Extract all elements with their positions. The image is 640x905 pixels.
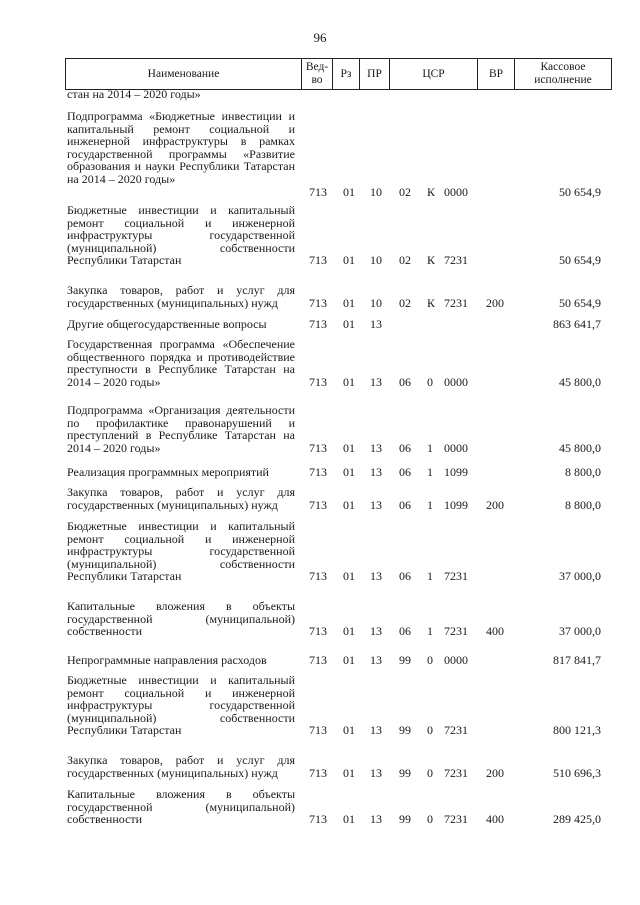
cell-c3: 7231 xyxy=(444,624,468,638)
cell-pr: 10 xyxy=(370,253,382,267)
cell-rz: 01 xyxy=(343,253,355,267)
table-header xyxy=(65,58,612,90)
cell-sum: 45 800,0 xyxy=(559,441,601,455)
cell-sum: 817 841,7 xyxy=(553,653,601,667)
cell-sum: 863 641,7 xyxy=(553,317,601,331)
cell-sum: 50 654,9 xyxy=(559,296,601,310)
cell-c2: К xyxy=(427,253,436,267)
cell-ved: 713 xyxy=(309,317,327,331)
cell-rz: 01 xyxy=(343,317,355,331)
cell-rz: 01 xyxy=(343,441,355,455)
cell-c2: 0 xyxy=(427,812,433,826)
cell-c2: 0 xyxy=(427,723,433,737)
cell-c3: 0000 xyxy=(444,185,468,199)
row-name: стан на 2014 – 2020 годы» xyxy=(67,87,201,101)
cell-rz: 01 xyxy=(343,296,355,310)
cell-pr: 13 xyxy=(370,653,382,667)
cell-ved: 713 xyxy=(309,569,327,583)
header-pr: ПР xyxy=(360,59,390,89)
cell-c3: 7231 xyxy=(444,296,468,310)
cell-c2: 1 xyxy=(427,465,433,479)
cell-rz: 01 xyxy=(343,375,355,389)
cell-c3: 7231 xyxy=(444,253,468,267)
row-name: Подпрограмма «Организация деятельности по профилактике правонарушений и преступлений в Республике Татарстан на 2014 – 2020 годы» xyxy=(67,403,295,455)
header-ved-line2: во xyxy=(311,74,323,86)
cell-ved: 713 xyxy=(309,498,327,512)
row-name: Закупка товаров, работ и услуг для государственных (муниципальных) нужд xyxy=(67,485,295,512)
cell-rz: 01 xyxy=(343,812,355,826)
cell-pr: 10 xyxy=(370,296,382,310)
cell-pr: 13 xyxy=(370,465,382,479)
cell-c2: К xyxy=(427,296,436,310)
header-ved xyxy=(302,59,333,89)
cell-c3: 7231 xyxy=(444,723,468,737)
cell-c3: 0000 xyxy=(444,441,468,455)
header-name: Наименование xyxy=(66,59,302,89)
row-name: Капитальные вложения в объекты государственной (муниципальной) собственности xyxy=(67,787,295,827)
cell-c2: 0 xyxy=(427,766,433,780)
cell-vr: 200 xyxy=(486,766,504,780)
cell-rz: 01 xyxy=(343,465,355,479)
cell-rz: 01 xyxy=(343,624,355,638)
cell-ved: 713 xyxy=(309,723,327,737)
cell-rz: 01 xyxy=(343,185,355,199)
cell-sum: 45 800,0 xyxy=(559,375,601,389)
cell-pr: 13 xyxy=(370,498,382,512)
cell-c1: 06 xyxy=(399,624,411,638)
cell-ved: 713 xyxy=(309,766,327,780)
cell-ved: 713 xyxy=(309,296,327,310)
row-name: Бюджетные инвестиции и капитальный ремонт социальной и инженерной инфраструктуры государственной (муниципальной) собственности Республики Татарстан xyxy=(67,519,295,584)
row-name: Закупка товаров, работ и услуг для государственных (муниципальных) нужд xyxy=(67,753,295,780)
cell-sum: 289 425,0 xyxy=(553,812,601,826)
cell-pr: 13 xyxy=(370,812,382,826)
cell-c3: 1099 xyxy=(444,498,468,512)
cell-c2: 0 xyxy=(427,653,433,667)
header-rz: Рз xyxy=(333,59,360,89)
cell-c3: 7231 xyxy=(444,812,468,826)
cell-sum: 510 696,3 xyxy=(553,766,601,780)
cell-c3: 7231 xyxy=(444,766,468,780)
page-number: 96 xyxy=(313,30,327,45)
cell-sum: 50 654,9 xyxy=(559,185,601,199)
cell-c3: 1099 xyxy=(444,465,468,479)
cell-c1: 99 xyxy=(399,653,411,667)
row-name: Государственная программа «Обеспечение общественного порядка и противодействие преступности в Республике Татарстан на 2014 – 2020 годы» xyxy=(67,337,295,389)
cell-c2: К xyxy=(427,185,436,199)
cell-pr: 13 xyxy=(370,317,382,331)
cell-c1: 02 xyxy=(399,253,411,267)
cell-c1: 02 xyxy=(399,185,411,199)
cell-vr: 400 xyxy=(486,812,504,826)
cell-vr: 200 xyxy=(486,296,504,310)
cell-sum: 8 800,0 xyxy=(565,465,601,479)
cell-c1: 06 xyxy=(399,375,411,389)
cell-pr: 13 xyxy=(370,723,382,737)
header-sum-line2: исполнение xyxy=(534,74,592,86)
cell-pr: 13 xyxy=(370,766,382,780)
header-sum xyxy=(515,59,611,89)
header-ved-line1: Вед- xyxy=(305,61,329,73)
cell-c2: 0 xyxy=(427,375,433,389)
cell-c2: 1 xyxy=(427,498,433,512)
row-name: Непрограммные направления расходов xyxy=(67,653,267,667)
cell-pr: 13 xyxy=(370,441,382,455)
cell-pr: 13 xyxy=(370,624,382,638)
cell-ved: 713 xyxy=(309,375,327,389)
cell-c1: 06 xyxy=(399,498,411,512)
cell-pr: 10 xyxy=(370,185,382,199)
cell-ved: 713 xyxy=(309,812,327,826)
cell-rz: 01 xyxy=(343,766,355,780)
cell-sum: 800 121,3 xyxy=(553,723,601,737)
row-name: Закупка товаров, работ и услуг для государственных (муниципальных) нужд xyxy=(67,283,295,310)
cell-sum: 37 000,0 xyxy=(559,624,601,638)
header-csr: ЦСР xyxy=(390,59,478,89)
row-name: Реализация программных мероприятий xyxy=(67,465,269,479)
cell-ved: 713 xyxy=(309,465,327,479)
row-name: Бюджетные инвестиции и капитальный ремонт социальной и инженерной инфраструктуры государственной (муниципальной) собственности Республики Татарстан xyxy=(67,203,295,268)
cell-sum: 37 000,0 xyxy=(559,569,601,583)
cell-ved: 713 xyxy=(309,185,327,199)
cell-vr: 200 xyxy=(486,498,504,512)
cell-c1: 02 xyxy=(399,296,411,310)
row-name: Бюджетные инвестиции и капитальный ремонт социальной и инженерной инфраструктуры государственной (муниципальной) собственности Республики Татарстан xyxy=(67,673,295,738)
cell-rz: 01 xyxy=(343,653,355,667)
row-name: Другие общегосударственные вопросы xyxy=(67,317,267,331)
cell-c3: 0000 xyxy=(444,653,468,667)
cell-c1: 99 xyxy=(399,766,411,780)
cell-c1: 99 xyxy=(399,812,411,826)
header-vr: ВР xyxy=(478,59,515,89)
cell-sum: 50 654,9 xyxy=(559,253,601,267)
cell-c3: 0000 xyxy=(444,375,468,389)
header-sum-line1: Кассовое xyxy=(540,61,586,73)
cell-c1: 99 xyxy=(399,723,411,737)
cell-ved: 713 xyxy=(309,653,327,667)
cell-c1: 06 xyxy=(399,441,411,455)
cell-sum: 8 800,0 xyxy=(565,498,601,512)
row-name: Капитальные вложения в объекты государственной (муниципальной) собственности xyxy=(67,599,295,639)
cell-ved: 713 xyxy=(309,441,327,455)
cell-c2: 1 xyxy=(427,441,433,455)
cell-pr: 13 xyxy=(370,375,382,389)
cell-rz: 01 xyxy=(343,498,355,512)
cell-c2: 1 xyxy=(427,624,433,638)
cell-pr: 13 xyxy=(370,569,382,583)
cell-c1: 06 xyxy=(399,569,411,583)
row-name: Подпрограмма «Бюджетные инвестиции и капитальный ремонт социальной и инженерной инфраструктуры в рамках государственной программы «Развитие образования и науки Республики Татарстан на 2014 – 2020 годы» xyxy=(67,109,295,186)
cell-ved: 713 xyxy=(309,624,327,638)
cell-c1: 06 xyxy=(399,465,411,479)
cell-c2: 1 xyxy=(427,569,433,583)
cell-rz: 01 xyxy=(343,569,355,583)
cell-c3: 7231 xyxy=(444,569,468,583)
cell-rz: 01 xyxy=(343,723,355,737)
cell-ved: 713 xyxy=(309,253,327,267)
cell-vr: 400 xyxy=(486,624,504,638)
